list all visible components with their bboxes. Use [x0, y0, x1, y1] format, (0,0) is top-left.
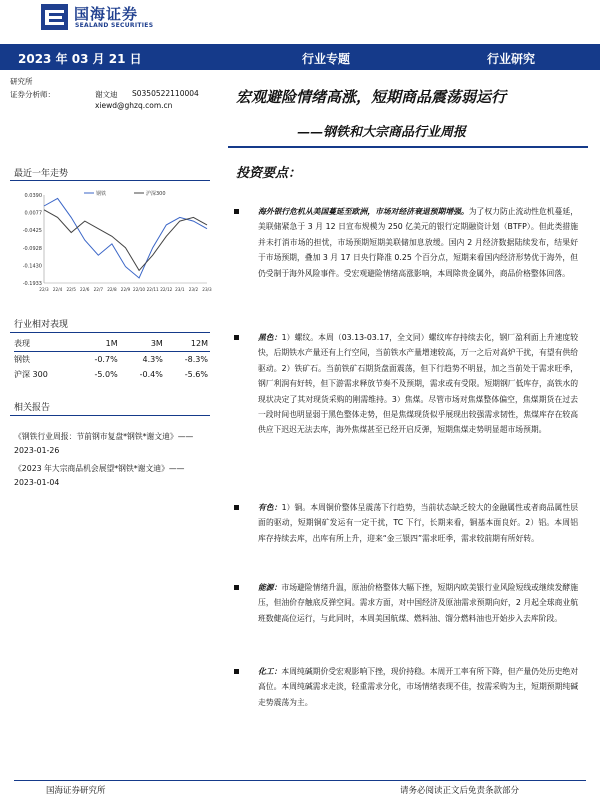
- x-tick-label: 22/9: [120, 287, 131, 292]
- perf-table: [14, 336, 210, 382]
- bullet-icon: [234, 335, 239, 340]
- bullet-icon: [234, 585, 239, 590]
- series-line: [44, 210, 207, 271]
- brand-name: 国海证券: [74, 5, 139, 23]
- highlight-paragraph: [234, 664, 578, 710]
- report-date: 2023 年 03 月 21 日: [18, 52, 142, 66]
- brand-logo-icon: [40, 2, 70, 32]
- brand-logo: [40, 2, 170, 32]
- header-bar: [0, 44, 600, 70]
- highlight-paragraph: [234, 580, 578, 626]
- table-cell: 4.3%: [142, 355, 163, 364]
- paragraph-lead: 有色：: [258, 503, 282, 512]
- page-title: 宏观避险情绪高涨，短期商品震荡弱运行: [236, 88, 507, 106]
- title-divider: [228, 146, 588, 148]
- trend-chart: [12, 183, 212, 303]
- table-header-row: [14, 336, 210, 352]
- reports-title: 相关报告: [14, 403, 51, 413]
- highlight-paragraph: [234, 204, 578, 281]
- x-tick-label: 22/5: [66, 287, 76, 292]
- x-tick-label: 22/11: [146, 287, 159, 292]
- footer-divider: [14, 780, 586, 781]
- x-tick-label: 22/3: [39, 287, 49, 292]
- report-topic: 行业专题: [302, 52, 351, 66]
- trend-divider: [10, 180, 210, 181]
- y-tick-label: 0.0077: [24, 210, 42, 217]
- bullet-icon: [234, 505, 239, 510]
- reports-divider: [10, 415, 210, 416]
- table-header-cell: 表现: [14, 336, 75, 352]
- report-link[interactable]: [14, 430, 214, 458]
- brand-name-en: SEALAND SECURITIES: [75, 22, 154, 29]
- table-cell: -0.4%: [139, 370, 163, 379]
- analyst-name: 谢文迪: [95, 90, 118, 99]
- x-tick-label: 22/4: [52, 287, 63, 292]
- paragraph-body: 1）螺纹。本周（03.13-03.17，全文同）螺纹库存持续去化，钢厂盈利面上升速度较快，后期铁水产量还有上行空间，当前铁水产量增速较高，万一之后对高炉干扰，有望有供给驱动。2）铁矿石。当前铁矿石期货盘面震荡，但下行趋势不明显，加之当前处于需求旺季，钢厂利润有好转，但下游需求释放节奏不及预期，需求或有受限。短期钢厂低库存，高铁水的现状决定了其对现货采购的刚需维持。3）焦煤。尽管市场对焦煤整体偏空，焦煤期货在过去一段时间也明显弱于黑色整体走势，但是焦煤现货似乎展现出较强需求韧性，焦煤库存在较高供应下迟迟无法去库，海外焦煤甚至已经开启反弹，短期焦煤走势明显超市场预期。: [258, 333, 578, 435]
- x-tick-label: 22/7: [93, 287, 104, 292]
- table-header-cell: 12M: [165, 336, 210, 352]
- x-tick-label: 23/3: [202, 287, 212, 292]
- table-row: [14, 367, 210, 382]
- paragraph-body: 1）铜。本周铜价整体呈震荡下行趋势，当前状态缺乏较大的金融属性或者商品属性层面的驱动，短期铜矿发运有一定干扰，TC 下行，长期来看，铜基本面良好。2）铝。本周铝库存持续去库，出库有所上升，迎来“金三银四”需求旺季，需求较前期有所好转。: [258, 503, 579, 543]
- table-cell: 钢铁: [14, 355, 30, 364]
- table-row: [14, 352, 210, 368]
- table-cell: -5.0%: [94, 370, 118, 379]
- y-tick-label: -0.1933: [22, 281, 42, 287]
- analyst-dept: 研究所: [10, 77, 33, 86]
- y-tick-label: -0.0425: [22, 228, 42, 235]
- report-link-title: 《2023 年大宗商品机会展望*钢铁*谢文迪》——: [14, 464, 185, 473]
- y-tick-label: 0.0390: [24, 193, 42, 199]
- analyst-email[interactable]: xiewd@ghzq.com.cn: [95, 101, 173, 110]
- y-tick-label: -0.1430: [22, 263, 42, 270]
- legend-label: 钢铁: [96, 191, 107, 197]
- x-tick-label: 23/2: [188, 287, 199, 292]
- paragraph-lead: 黑色：: [258, 333, 282, 342]
- paragraph-lead: 海外银行危机从美国蔓延至欧洲，市场对经济衰退预期增强。: [258, 207, 469, 216]
- perf-title: 行业相对表现: [14, 320, 69, 330]
- report-type: 行业研究: [487, 52, 536, 66]
- table-cell: -8.3%: [184, 355, 208, 364]
- x-tick-label: 22/8: [107, 287, 117, 292]
- analyst-license: S0350522110004: [132, 89, 199, 98]
- highlight-paragraph: [234, 500, 578, 546]
- table-header-cell: 3M: [120, 336, 165, 352]
- series-line: [44, 198, 207, 278]
- paragraph-body: 本周纯碱期价受宏观影响下挫，现价持稳。本周开工率有所下降，但产量仍处历史绝对高位。本周纯碱需求走淡，轻重需求分化，市场情绪表现不佳，按需采购为主，短期预期纯碱走势震荡为主。: [258, 667, 579, 707]
- bullet-icon: [234, 209, 239, 214]
- footer-institute: 国海证券研究所: [46, 786, 106, 796]
- highlight-paragraph: [234, 330, 578, 438]
- paragraph-lead: 能源：: [258, 583, 282, 592]
- report-link[interactable]: [14, 462, 214, 490]
- x-tick-label: 22/12: [160, 287, 173, 292]
- trend-title: 最近一年走势: [14, 169, 69, 179]
- x-tick-label: 22/10: [133, 287, 146, 292]
- paragraph-body: 市场避险情绪升温，原油价格整体大幅下挫，短期内欧美银行业风险短线或继续发酵施压，但油价存触底反弹空间。需求方面，对中国经济及原油需求预期向好，2 月起全球商业航班数健高位运行，与此同时，本周美国航煤、燃料油、馏分燃料油也开始步入去库阶段。: [258, 583, 579, 623]
- table-cell: -5.6%: [184, 370, 208, 379]
- x-tick-label: 23/1: [175, 287, 185, 292]
- report-link-date: 2023-01-04: [14, 478, 60, 487]
- bullet-icon: [234, 669, 239, 674]
- report-link-date: 2023-01-26: [14, 446, 60, 455]
- investment-highlights-title: 投资要点：: [236, 166, 302, 181]
- table-cell: -0.7%: [94, 355, 118, 364]
- paragraph-body: 为了权力防止流动性危机蔓延，美联储紧急于 3 月 12 日宣布规模为 250 亿美元的银行定期融资计划（BTFP）。但此类措施并未打消市场的担忧，市场预期短期美联储加息放缓。国内 2 月经济数据陆续发布，结果好于市场预期，叠加 3 月 17 日央行降准 0.25 个百分点，短期来看国内经济形势优于海外，但仍受制于海外风险事件。受宏观避险情绪高涨影响，本周除贵金属外，商品价格整体回落。: [258, 207, 578, 278]
- report-link-title: 《钢铁行业周报：节前钢市复盘*钢铁*谢文迪》——: [14, 432, 194, 441]
- page-subtitle: ——钢铁和大宗商品行业周报: [297, 125, 467, 140]
- table-header-cell: 1M: [75, 336, 120, 352]
- paragraph-lead: 化工：: [258, 667, 282, 676]
- legend-label: 沪深300: [146, 191, 166, 197]
- perf-divider: [10, 332, 210, 333]
- table-cell: 沪深 300: [14, 370, 48, 379]
- footer-disclaimer: 请务必阅读正文后免责条款部分: [400, 786, 520, 796]
- analyst-role: 证券分析师：: [10, 90, 55, 99]
- y-tick-label: -0.0928: [22, 245, 42, 252]
- x-tick-label: 22/6: [80, 287, 90, 292]
